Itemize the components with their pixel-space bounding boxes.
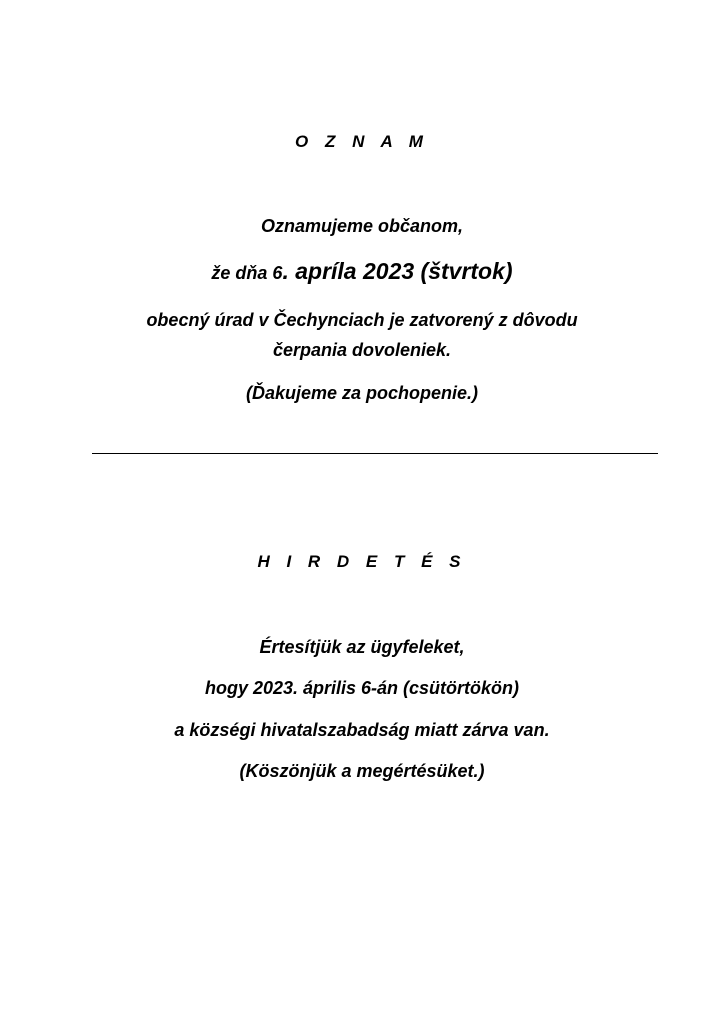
slovak-date-line (0, 258, 724, 285)
slovak-line-4: čerpania dovoleniek. (272, 340, 452, 360)
slovak-line-5: (Ďakujeme za pochopenie.) (245, 383, 479, 403)
hungarian-heading: H I R D E T É S (257, 552, 467, 571)
hungarian-line-4: (Köszönjük a megértésüket.) (239, 761, 485, 781)
hungarian-line-2: hogy 2023. április 6-án (csütörtökön) (204, 678, 520, 698)
slovak-date-main: . apríla 2023 (štvrtok) (282, 258, 513, 284)
section-divider (92, 453, 658, 454)
slovak-line-1: Oznamujeme občanom, (260, 216, 464, 236)
hungarian-line-1: Értesítjük az ügyfeleket, (259, 637, 465, 657)
slovak-line-3: obecný úrad v Čechynciach je zatvorený z dôvodu (146, 310, 578, 330)
hungarian-line-3: a községi hivatalszabadság miatt zárva van. (174, 720, 550, 740)
slovak-heading: O Z N A M (295, 132, 429, 151)
slovak-date-prefix: že dňa 6 (211, 263, 283, 283)
